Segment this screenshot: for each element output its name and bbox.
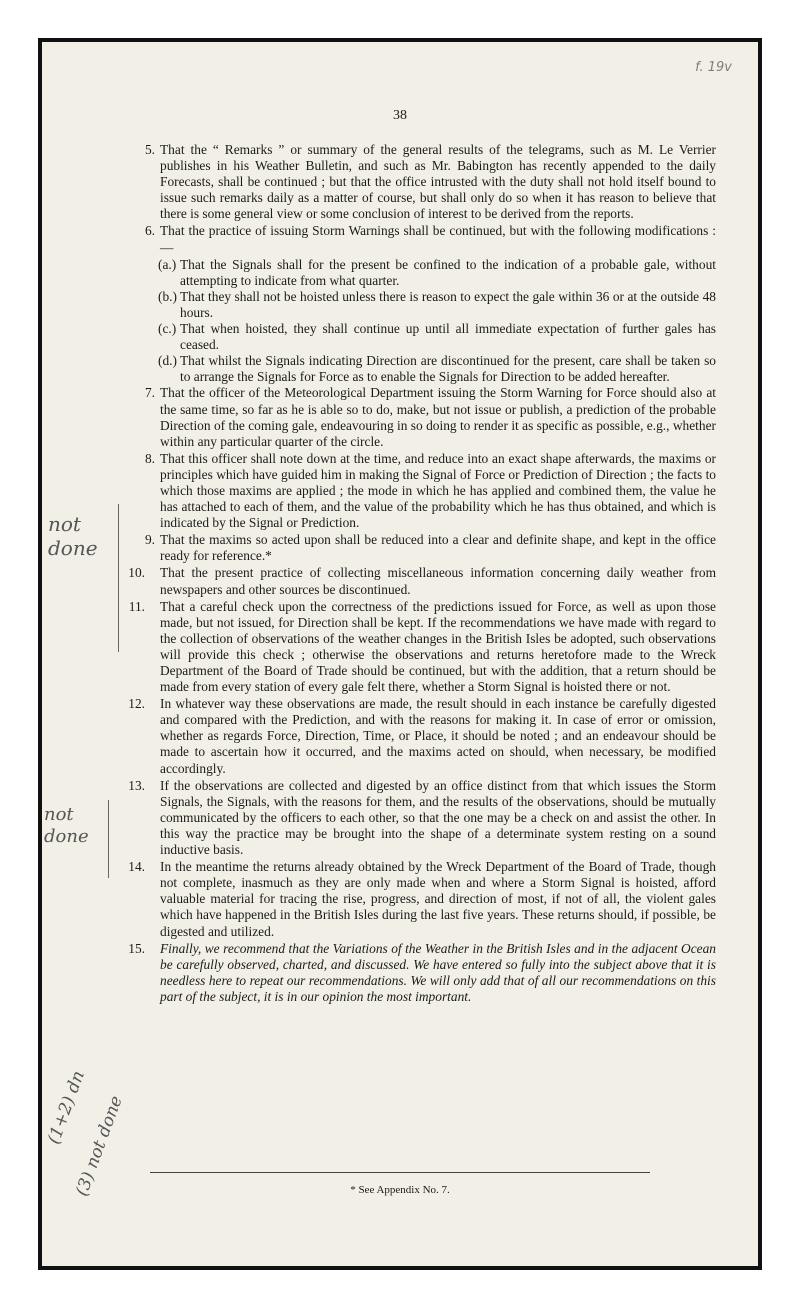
paragraph-number: 12.: [128, 696, 145, 712]
paragraph-number: 9.: [144, 532, 155, 548]
paragraph-number: 8.: [144, 450, 155, 466]
paragraph-number: 11.: [128, 598, 145, 614]
paragraph-text: That the present practice of collecting miscellaneous information concerning daily weather from newspapers and other sources be discontinued.: [160, 565, 716, 597]
paragraph-text: That the officer of the Meteorological Department issuing the Storm Warning for Force should also at the same time, so far as he is able so to do, make, but not issue or publish, a prediction of the probable Direction of the coming gale, endeavouring in so doing to render it as specific as possible, e.g., whether within any particular quarter of the circle.: [160, 385, 716, 449]
page-number: 38: [393, 108, 407, 123]
paragraph-number: 13.: [128, 777, 145, 793]
document-page: [42, 42, 758, 1266]
paragraph-11: [128, 598, 716, 696]
paragraph-10: [128, 565, 716, 597]
paragraph-text: That the maxims so acted upon shall be reduced into a clear and definite shape, and kept in the office ready for reference.*: [160, 532, 716, 564]
subitem-b: [132, 289, 716, 321]
margin-note: (1+2) dn: [44, 1068, 89, 1147]
subitem-letter: (b.): [158, 288, 177, 304]
paragraph-text: That the practice of issuing Storm Warnings shall be continued, but with the following modifications :—: [160, 223, 716, 255]
subitem-a: [132, 257, 716, 289]
paragraph-5: [132, 142, 716, 222]
paragraph-6: [132, 223, 716, 255]
paragraph-number: 15.: [128, 940, 145, 956]
margin-note: not done: [44, 804, 89, 847]
margin-note: (3) not done: [72, 1093, 127, 1199]
paragraph-text: That a careful check upon the correctness of the predictions issued for Force, as well as upon those made, but not issued, for Direction shall be kept. If the recommendations we have made with regard to the collection of observations of the weather changes in the British Isles be adopted, such observations will provide this check ; otherwise the observations and returns heretofore made to the Wreck Department of the Board of Trade should be continued, but with the addition, that a return should be made from every station of every gale felt there, whether a Storm Signal is hoisted there or not.: [160, 598, 716, 695]
subitem-c: [132, 321, 716, 353]
paragraph-text: That this officer shall note down at the time, and reduce into an exact shape afterwards, the maxims or principles which have guided him in making the Signal of Force or Prediction of Direction ; the facts to which those maxims are applied ; the mode in which he has applied and combined them, the value he has attached to each of them, and the value of the probability which he has thus obtained, and which is indicated by the Signal or Prediction.: [160, 450, 716, 531]
subitem-d: [132, 353, 716, 385]
subitem-letter: (a.): [158, 256, 177, 272]
subitem-letter: (d.): [158, 353, 177, 369]
paragraph-text: Finally, we recommend that the Variations of the Weather in the British Isles and in the adjacent Ocean be carefully observed, charted, and discussed. We have entered so fully into the subject above that it is needless here to repeat our recommendations. We will only add that of all our recommendations on this part of the subject, it is in our opinion the most important.: [160, 940, 716, 1004]
page-body: [128, 142, 716, 1006]
paragraph-number: 14.: [128, 859, 145, 875]
footnote-rule: [150, 1172, 650, 1173]
subitem-text: That the Signals shall for the present be confined to the indication of a probable gale, without attempting to indicate from what quarter.: [180, 256, 716, 288]
subitem-letter: (c.): [158, 321, 177, 337]
paragraph-number: 5.: [144, 142, 155, 157]
paragraph-text: That the “ Remarks ” or summary of the general results of the telegrams, such as M. Le Verrier publishes in his Weather Bulletin, and such as Mr. Babington has recently appended to the daily Forecasts, shall be continued ; but that the office intrusted with the duty shall not hold itself bound to issue such remarks daily as a matter of course, but shall only do so when it has reason to believe that there is some general view or some conclusion of interest to be derived from the reports.: [160, 142, 716, 222]
paragraph-14: [128, 859, 716, 939]
paragraph-number: 7.: [144, 385, 155, 401]
paragraph-15: [128, 940, 716, 1005]
margin-bracket: [108, 800, 109, 878]
paragraph-number: 10.: [128, 565, 145, 581]
paragraph-text: If the observations are collected and digested by an office distinct from that which issues the Storm Signals, the Signals, with the reasons for them, and the results of the observations, should be mutually communicated by the officers to each other, so that the one may be a check on and assist the other. In this way the practice may be brought into the shape of a determinate system resting on a sound inductive basis.: [160, 777, 716, 858]
subitem-text: That they shall not be hoisted unless there is reason to expect the gale within 36 or at the outside 48 hours.: [180, 288, 716, 320]
paragraph-12: [128, 696, 716, 776]
folio-mark: f. 19v: [695, 60, 732, 75]
paragraph-text: In whatever way these observations are made, the result should in each instance be carefully digested and compared with the Prediction, and with the reasons for making it. In case of error or omission, whether as regards Force, Direction, Time, or Place, it should be noted ; and an endeavour should be made to ascertain how it occurred, and the maxims acted on should, when necessary, be modified accordingly.: [160, 696, 716, 776]
paragraph-text: In the meantime the returns already obtained by the Wreck Department of the Board of Trade, though not complete, inasmuch as they are only made when and where a Storm Signal is hoisted, afford valuable material for tracing the rise, progress, and direction of most, if not of all, the violent gales which have happened in the British Isles during the last five years. These returns should, if possible, be digested and utilized.: [160, 859, 716, 939]
paragraph-7: [132, 385, 716, 449]
paragraph-8: [132, 451, 716, 531]
margin-bracket: [118, 504, 119, 652]
paragraph-9: [132, 532, 716, 564]
subitem-text: That whilst the Signals indicating Direction are discontinued for the present, care shall be taken so to arrange the Signals for Force as to enable the Signals for Direction to be added hereafter.: [180, 353, 716, 385]
paragraph-number: 6.: [144, 223, 155, 239]
subitem-text: That when hoisted, they shall continue up until all immediate expectation of further gales has ceased.: [180, 321, 716, 353]
paragraph-13: [128, 777, 716, 858]
margin-note: not done: [48, 512, 98, 560]
footnote: * See Appendix No. 7.: [350, 1184, 450, 1196]
